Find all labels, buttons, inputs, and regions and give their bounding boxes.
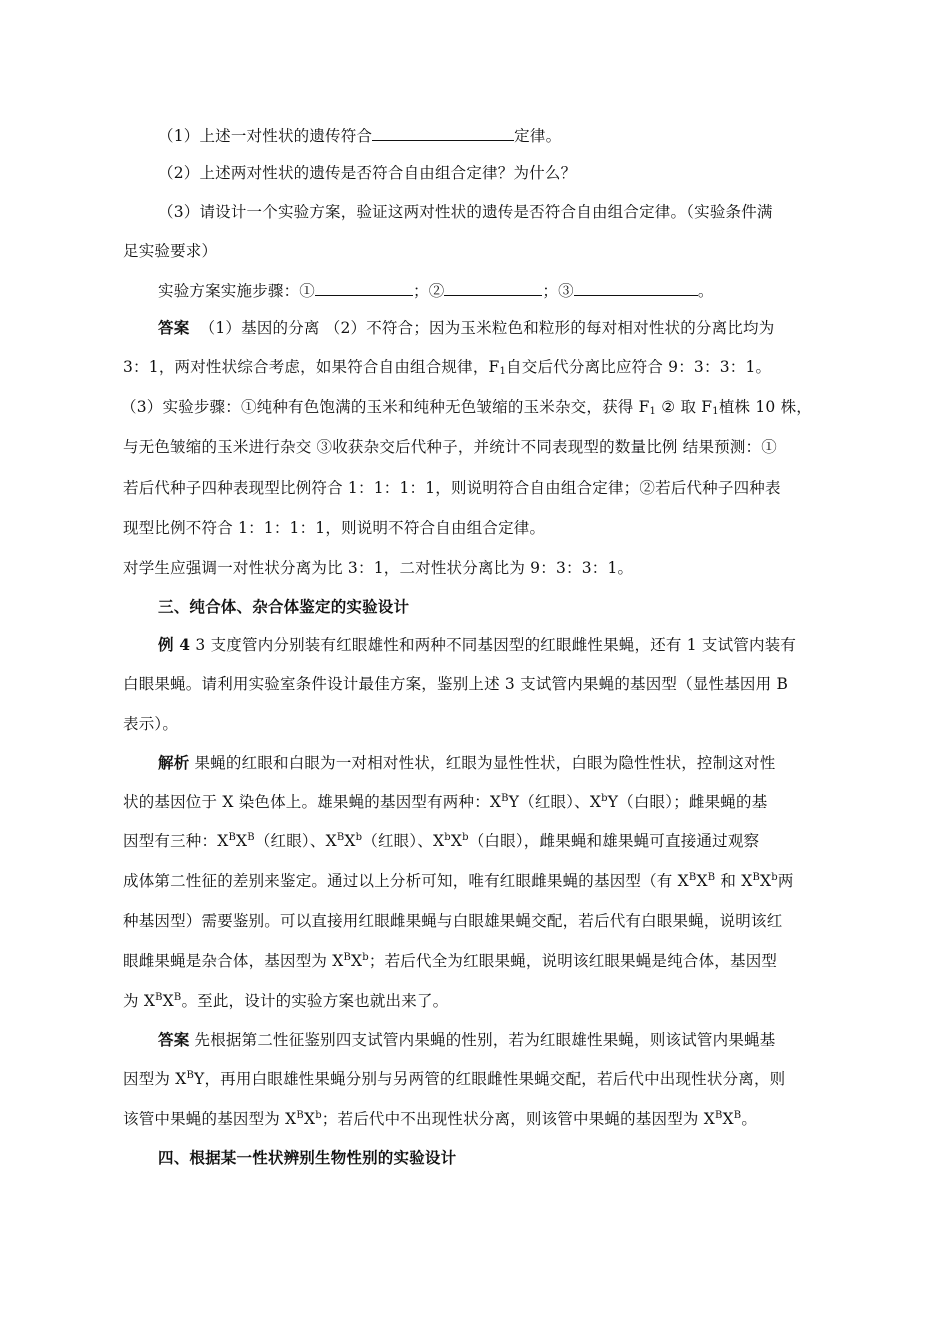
answer-label: 答案 xyxy=(158,1030,190,1049)
example-4-line-3: 表示）。 xyxy=(123,715,179,733)
analysis-line-1: 解析 果蝇的红眼和白眼为一对相对性状，红眼为显性性状，白眼为隐性性状，控制这对性 xyxy=(158,753,776,772)
analysis-line-2: 状的基因位于 X 染色体上。雄果蝇的基因型有两种：$X^BY$（红眼）、$X^bY$（白眼）；雌果蝇的基 xyxy=(123,793,768,811)
answer-1-line-2: 3：1，两对性状综合考虑，如果符合自由组合规律，$F_1$自交后代分离比应符合 9：3：3：1。 xyxy=(123,358,772,377)
experiment-steps: 实验方案实施步骤：① ；② ；③ 。 xyxy=(158,279,835,302)
analysis-line-7: 为 $X^BX^B$。至此，设计的实验方案也就出来了。 xyxy=(123,992,449,1010)
answer-2-line-1: 答案 先根据第二性征鉴别四支试管内果蝇的性别，若为红眼雄性果蝇，则该试管内果蝇基 xyxy=(158,1030,776,1049)
answer-1-line-6: 现型比例不符合 1：1：1：1，则说明不符合自由组合定律。 xyxy=(123,519,546,537)
answer-2-line-3: 该管中果蝇的基因型为 $X^BX^b$；若后代中不出现性状分离，则该管中果蝇的基因型为 $X^BX^B$。 xyxy=(123,1110,758,1128)
answer-1-line-5: 若后代种子四种表现型比例符合 1：1：1：1，则说明符合自由组合定律；②若后代种子四种表 xyxy=(123,479,781,497)
question-3-line-2: 足实验要求） xyxy=(123,242,218,260)
analysis-line-3: 因型有三种：$X^BX^B$（红眼）、$X^BX^b$（红眼）、$X^bX^b$（白眼），雌果蝇和雄果蝇可直接通过观察 xyxy=(123,832,760,850)
example-4-line-2: 白眼果蝇。请利用实验室条件设计最佳方案，鉴别上述 3 支试管内果蝇的基因型（显性基因用 B xyxy=(123,675,789,693)
section-4-heading: 四、根据某一性状辨别生物性别的实验设计 xyxy=(158,1148,457,1167)
analysis-line-4: 成体第二性征的差别来鉴定。通过以上分析可知，唯有红眼雌果蝇的基因型（有 $X^BX^B$ 和 $X^BX^b$两 xyxy=(123,872,794,890)
answer-1-line-3: （3）实验步骤：①纯种有色饱满的玉米和纯种无色皱缩的玉米杂交，获得 $F_1$ ② 取 $F_1$植株 10 株， xyxy=(121,398,812,417)
example-4-line-1: 例 4 3 支度管内分别装有红眼雄性和两种不同基因型的红眼雌性果蝇，还有 1 支试管内装有 xyxy=(158,635,797,654)
answer-blank-step-1 xyxy=(315,279,413,296)
analysis-line-5: 种基因型）需要鉴别。可以直接用红眼雌果蝇与白眼雄果蝇交配，若后代有白眼果蝇，说明该红 xyxy=(123,912,783,930)
teaching-note: 对学生应强调一对性状分离为比 3：1，二对性状分离比为 9：3：3：1。 xyxy=(123,559,634,577)
answer-1-line-4: 与无色皱缩的玉米进行杂交 ③收获杂交后代种子，并统计不同表现型的数量比例 结果预测：① xyxy=(123,438,777,456)
example-label: 例 4 xyxy=(158,635,191,654)
answer-blank-step-3 xyxy=(574,279,698,296)
question-3-line-1: （3）请设计一个实验方案，验证这两对性状的遗传是否符合自由组合定律。（实验条件满 xyxy=(158,203,773,221)
answer-2-line-2: 因型为 $X^BY$，再用白眼雄性果蝇分别与另两管的红眼雌性果蝇交配，若后代中出现性状分离，则 xyxy=(123,1070,786,1088)
section-3-heading: 三、纯合体、杂合体鉴定的实验设计 xyxy=(158,597,410,616)
answer-label: 答案 xyxy=(158,318,190,337)
answer-1-line-1: 答案 （1）基因的分离 （2）不符合；因为玉米粒色和粒形的每对相对性状的分离比均为 xyxy=(158,318,775,337)
answer-blank-step-2 xyxy=(444,279,542,296)
analysis-line-6: 眼雌果蝇是杂合体，基因型为 $X^BX^b$；若后代全为红眼果蝇，说明该红眼果蝇是纯合体，基因型 xyxy=(123,952,778,970)
answer-blank-1 xyxy=(372,124,514,141)
question-2: （2）上述两对性状的遗传是否符合自由组合定律？为什么？ xyxy=(158,164,577,182)
question-1: （1）上述一对性状的遗传符合 定律。 xyxy=(158,124,835,147)
analysis-label: 解析 xyxy=(158,753,190,772)
